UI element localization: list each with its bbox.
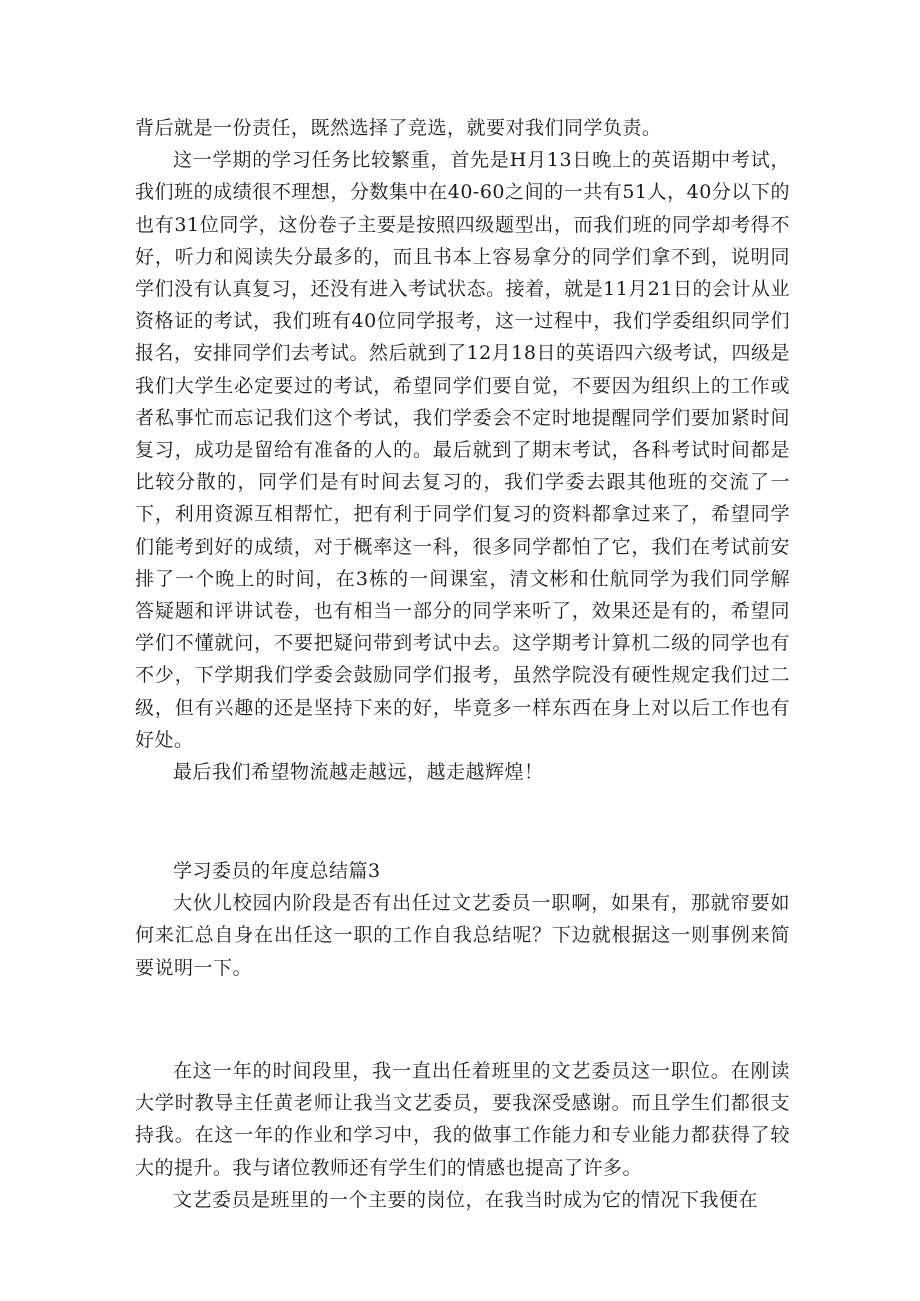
paragraph-role-description: 文艺委员是班里的一个主要的岗位，在我当时成为它的情况下我便在 xyxy=(173,1188,759,1211)
body-text-bottom xyxy=(135,1055,790,1216)
paragraph-study-tasks: 这一学期的学习任务比较繁重，首先是H月13日晚上的英语期中考试，我们班的成绩很不理想，分数集中在40-60之间的一共有51人，40分以下的也有31位同学，这份卷子主要是按照四级题型出，而我们班的同学却考得不好，听力和阅读失分最多的，而且书本上容易拿分的同学们拿不到，说明同学们没有认真复习，还没有进入考试状态。接着，就是11月21日的会计从业资格证的考试，我们班有40位同学报考，这一过程中，我们学委组织同学们报名，安排同学们去考试。然后就到了12月18日的英语四六级考试，四级是我们大学生必定要过的考试，希望同学们要自觉，不要因为组织上的工作或者私事忙而忘记我们这个考试，我们学委会不定时地提醒同学们要加紧时间复习，成功是留给有准备的人的。最后就到了期末考试，各科考试时间都是比较分散的，同学们是有时间去复习的，我们学委去跟其他班的交流了一下，利用资源互相帮忙，把有利于同学们复习的资料都拿过来了，希望同学们能考到好的成绩，对于概率这一科，很多同学都怕了它，我们在考试前安排了一个晚上的时间，在3栋的一间课室，清文彬和仕航同学为我们同学解答疑题和评讲试卷，也有相当一部分的同学来听了，效果还是有的，希望同学们不懂就问，不要把疑问带到考试中去。这学期考计算机二级的同学也有不少，下学期我们学委会鼓励同学们报考，虽然学院没有硬性规定我们过二级，但有兴趣的还是坚持下来的好，毕竟多一样东西在身上对以后工作也有好处。 xyxy=(135,149,790,751)
paragraph-intro: 大伙儿校园内阶段是否有出任过文艺委员一职啊，如果有，那就帘要如何来汇总自身在出任这一职的工作自我总结呢？下边就根据这一则事例来简要说明一下。 xyxy=(135,892,790,979)
paragraph-continuation: 背后就是一份责任，既然选择了竞选，就要对我们同学负责。 xyxy=(135,117,662,139)
body-text-top xyxy=(135,112,790,788)
paragraph-closing-wish: 最后我们希望物流越走越远，越走越辉煌！ xyxy=(173,761,544,784)
paragraph-year-review: 在这一年的时间段里，我一直出任着班里的文艺委员这一职位。在刚读大学时教导主任黄老师让我当文艺委员，要我深受感谢。而且学生们都很支持我。在这一年的作业和学习中，我的做事工作能力和专业能力都获得了较大的提升。我与诸位教师还有学生们的情感也提高了许多。 xyxy=(135,1060,790,1179)
section-heading: 学习委员的年度总结篇3 xyxy=(173,860,381,882)
section-3 xyxy=(135,855,790,984)
